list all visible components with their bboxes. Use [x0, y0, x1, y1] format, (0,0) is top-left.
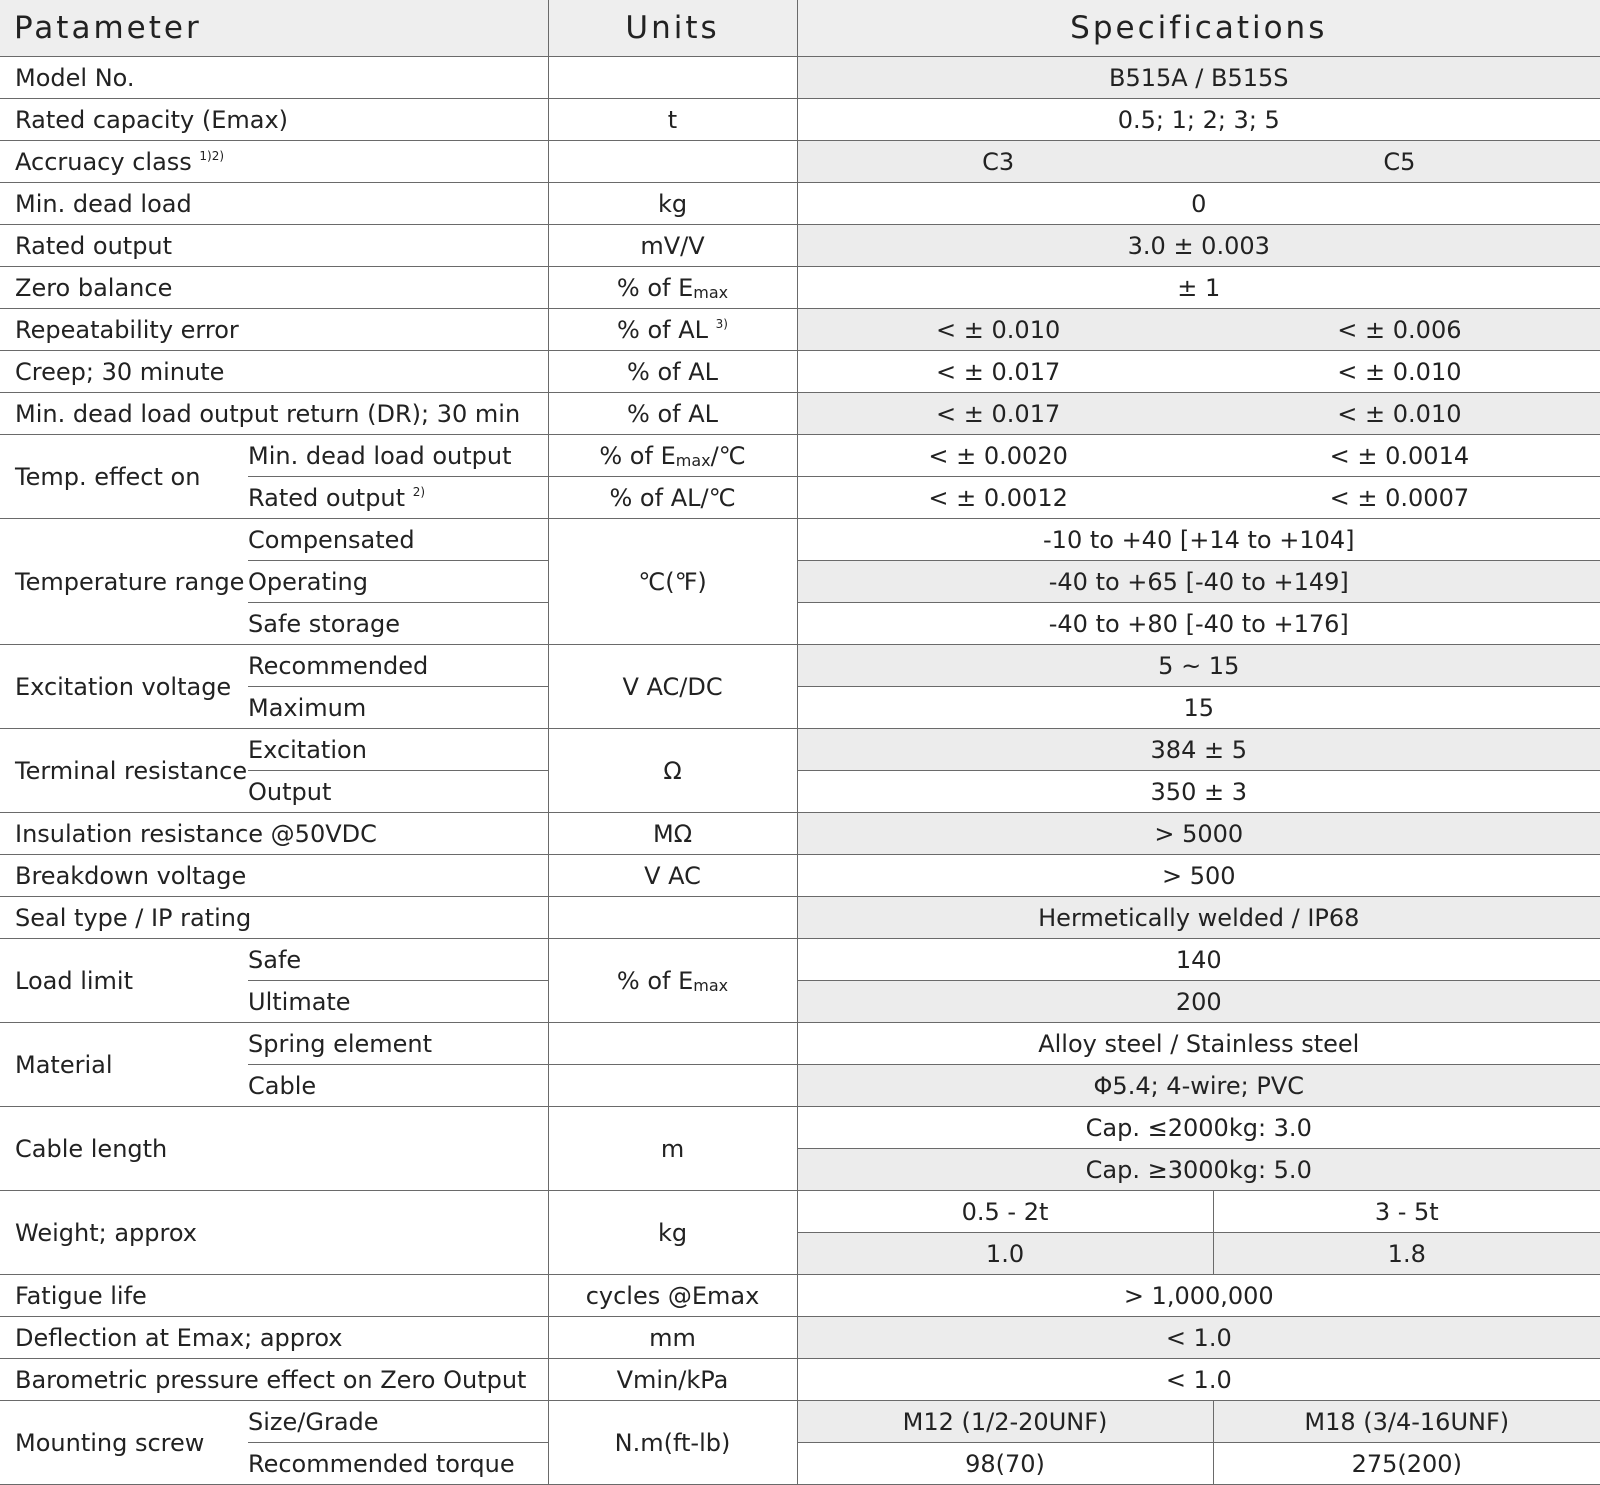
param-terminal: Terminal resistance [0, 729, 248, 813]
spec-dr-c3: < ± 0.017 [936, 399, 1061, 428]
table-row [0, 729, 1600, 771]
table-header-row [0, 0, 1600, 57]
footnote-marker: 1)2) [199, 148, 225, 163]
spec-terminal-excitation: 384 ± 5 [797, 729, 1600, 771]
table-row [0, 645, 1600, 687]
spec-rated-output: 3.0 ± 0.003 [797, 225, 1600, 267]
sub-temp-effect-dead-load: Min. dead load output [248, 435, 548, 477]
spec-dr [797, 393, 1600, 435]
spec-temp-effect-dead-load-c3: < ± 0.0020 [928, 441, 1068, 470]
units-fatigue: cycles @Emax [548, 1275, 797, 1317]
param-model: Model No. [0, 57, 548, 99]
table-row [0, 225, 1600, 267]
spec-dr-c5: < ± 0.010 [1337, 399, 1462, 428]
table-row [0, 519, 1600, 561]
table-row [0, 351, 1600, 393]
spec-temp-effect-dead-load-c5: < ± 0.0014 [1329, 441, 1470, 470]
table-row [0, 57, 1600, 99]
sub-terminal-output: Output [248, 771, 548, 813]
units-model [548, 57, 797, 99]
table-row [0, 1107, 1600, 1149]
spec-creep-c3: < ± 0.017 [936, 357, 1061, 386]
param-seal: Seal type / IP rating [0, 897, 548, 939]
units-min-dead-load: kg [548, 183, 797, 225]
spec-accuracy [797, 141, 1600, 183]
spec-material-cable: Φ5.4; 4-wire; PVC [797, 1065, 1600, 1107]
header-parameter: Patameter [0, 0, 548, 57]
table-row [0, 99, 1600, 141]
sub-material-spring: Spring element [248, 1023, 548, 1065]
spec-capacity: 0.5; 1; 2; 3; 5 [797, 99, 1600, 141]
spec-barometric: < 1.0 [797, 1359, 1600, 1401]
spec-terminal-output: 350 ± 3 [797, 771, 1600, 813]
units-zero-balance [548, 267, 797, 309]
sub-load-limit-ultimate: Ultimate [248, 981, 548, 1023]
param-load-limit: Load limit [0, 939, 248, 1023]
units-repeatability [548, 309, 797, 351]
spec-repeatability-c5: < ± 0.006 [1337, 315, 1462, 344]
units-seal [548, 897, 797, 939]
units-terminal: Ω [548, 729, 797, 813]
param-zero-balance: Zero balance [0, 267, 548, 309]
table-row [0, 1023, 1600, 1065]
table-row [0, 1191, 1600, 1233]
table-row [0, 309, 1600, 351]
spec-mounting-torque-a: 98(70) [797, 1443, 1213, 1485]
units-zero-balance-main: % of E [616, 273, 694, 302]
units-rated-output: mV/V [548, 225, 797, 267]
param-creep: Creep; 30 minute [0, 351, 548, 393]
sub-excitation-recommended: Recommended [248, 645, 548, 687]
spec-insulation: > 5000 [797, 813, 1600, 855]
spec-breakdown: > 500 [797, 855, 1600, 897]
param-cable-length: Cable length [0, 1107, 548, 1191]
spec-temp-effect-rated-output-c3: < ± 0.0012 [928, 483, 1068, 512]
footnote-marker: 2) [412, 484, 426, 499]
units-insulation: MΩ [548, 813, 797, 855]
param-mounting: Mounting screw [0, 1401, 248, 1485]
spec-fatigue: > 1,000,000 [797, 1275, 1600, 1317]
sub-material-cable: Cable [248, 1065, 548, 1107]
units-deflection: mm [548, 1317, 797, 1359]
units-dr: % of AL [548, 393, 797, 435]
spec-load-limit-safe: 140 [797, 939, 1600, 981]
table-row [0, 183, 1600, 225]
units-load-limit-sub: max [693, 975, 729, 995]
spec-load-limit-ultimate: 200 [797, 981, 1600, 1023]
units-barometric: Vmin/kPa [548, 1359, 797, 1401]
header-units: Units [548, 0, 797, 57]
units-zero-balance-sub: max [693, 282, 729, 302]
spec-temp-effect-rated-output [797, 477, 1600, 519]
param-temp-effect: Temp. effect on [0, 435, 248, 519]
spec-mounting-size-a: M12 (1/2-20UNF) [797, 1401, 1213, 1443]
table-row [0, 813, 1600, 855]
spec-repeatability [797, 309, 1600, 351]
spec-weight-val-b: 1.8 [1213, 1233, 1600, 1275]
header-specifications: Specifications [797, 0, 1600, 57]
param-dr: Min. dead load output return (DR); 30 min [0, 393, 548, 435]
param-rated-output: Rated output [0, 225, 548, 267]
spec-temp-operating: -40 to +65 [-40 to +149] [797, 561, 1600, 603]
units-cable-length: m [548, 1107, 797, 1191]
units-temp-effect-tail: /℃ [710, 441, 746, 470]
table-row [0, 141, 1600, 183]
spec-cable-length-1: Cap. ≤2000kg: 3.0 [797, 1107, 1600, 1149]
param-fatigue: Fatigue life [0, 1275, 548, 1317]
spec-mounting-size-b: M18 (3/4-16UNF) [1213, 1401, 1600, 1443]
sub-temp-operating: Operating [248, 561, 548, 603]
units-load-limit [548, 939, 797, 1023]
table-row [0, 393, 1600, 435]
sub-mounting-size: Size/Grade [248, 1401, 548, 1443]
sub-load-limit-safe: Safe [248, 939, 548, 981]
units-capacity: t [548, 99, 797, 141]
spec-temp-effect-dead-load [797, 435, 1600, 477]
param-weight: Weight; approx [0, 1191, 548, 1275]
spec-temp-safe-storage: -40 to +80 [-40 to +176] [797, 603, 1600, 645]
param-material: Material [0, 1023, 248, 1107]
units-accuracy [548, 141, 797, 183]
units-material-cable [548, 1065, 797, 1107]
spec-seal: Hermetically welded / IP68 [797, 897, 1600, 939]
spec-zero-balance: ± 1 [797, 267, 1600, 309]
table-row [0, 1359, 1600, 1401]
sub-terminal-excitation: Excitation [248, 729, 548, 771]
param-breakdown: Breakdown voltage [0, 855, 548, 897]
table-row [0, 1275, 1600, 1317]
footnote-marker: 3) [715, 316, 728, 331]
sub-mounting-torque: Recommended torque [248, 1443, 548, 1485]
spec-repeatability-c3: < ± 0.010 [936, 315, 1061, 344]
spec-material-spring: Alloy steel / Stainless steel [797, 1023, 1600, 1065]
table-row [0, 939, 1600, 981]
sub-temp-safe-storage: Safe storage [248, 603, 548, 645]
units-temp-range: ℃(℉) [548, 519, 797, 645]
spec-weight-head-a: 0.5 - 2t [797, 1191, 1213, 1233]
sub-temp-compensated: Compensated [248, 519, 548, 561]
spec-min-dead-load: 0 [797, 183, 1600, 225]
sub-temp-effect-rated-output-label: Rated output [248, 483, 406, 512]
spec-creep-c5: < ± 0.010 [1337, 357, 1462, 386]
spec-weight-val-a: 1.0 [797, 1233, 1213, 1275]
spec-weight-head-b: 3 - 5t [1213, 1191, 1600, 1233]
table-row [0, 435, 1600, 477]
spec-temp-compensated: -10 to +40 [+14 to +104] [797, 519, 1600, 561]
units-temp-effect-main: % of E [599, 441, 676, 470]
spec-creep [797, 351, 1600, 393]
table-row [0, 897, 1600, 939]
units-material-spring [548, 1023, 797, 1065]
param-insulation: Insulation resistance @50VDC [0, 813, 548, 855]
table-row [0, 1401, 1600, 1443]
spec-excitation-maximum: 15 [797, 687, 1600, 729]
spec-excitation-recommended: 5 ~ 15 [797, 645, 1600, 687]
units-creep: % of AL [548, 351, 797, 393]
spec-cable-length-2: Cap. ≥3000kg: 5.0 [797, 1149, 1600, 1191]
param-min-dead-load: Min. dead load [0, 183, 548, 225]
units-temp-effect-rated-output: % of AL/℃ [548, 477, 797, 519]
units-breakdown: V AC [548, 855, 797, 897]
param-accuracy-label: Accruacy class [15, 147, 192, 176]
table-row [0, 855, 1600, 897]
units-temp-effect-dead-load [548, 435, 797, 477]
units-weight: kg [548, 1191, 797, 1275]
units-repeatability-main: % of AL [617, 315, 709, 344]
sub-temp-effect-rated-output [248, 477, 548, 519]
param-barometric: Barometric pressure effect on Zero Output [0, 1359, 548, 1401]
units-temp-effect-sub: max [675, 450, 711, 470]
spec-accuracy-c3: C3 [982, 147, 1015, 176]
spec-deflection: < 1.0 [797, 1317, 1600, 1359]
units-excitation: V AC/DC [548, 645, 797, 729]
spec-accuracy-c5: C5 [1383, 147, 1416, 176]
table-row [0, 267, 1600, 309]
param-repeatability: Repeatability error [0, 309, 548, 351]
param-excitation: Excitation voltage [0, 645, 248, 729]
param-temp-range: Temperature range [0, 519, 248, 645]
units-mounting: N.m(ft-lb) [548, 1401, 797, 1485]
spec-temp-effect-rated-output-c5: < ± 0.0007 [1329, 483, 1470, 512]
units-load-limit-main: % of E [616, 966, 694, 995]
spec-model: B515A / B515S [797, 57, 1600, 99]
param-accuracy [0, 141, 548, 183]
param-capacity: Rated capacity (Emax) [0, 99, 548, 141]
table-row [0, 1317, 1600, 1359]
spec-mounting-torque-b: 275(200) [1213, 1443, 1600, 1485]
sub-excitation-maximum: Maximum [248, 687, 548, 729]
param-deflection: Deflection at Emax; approx [0, 1317, 548, 1359]
